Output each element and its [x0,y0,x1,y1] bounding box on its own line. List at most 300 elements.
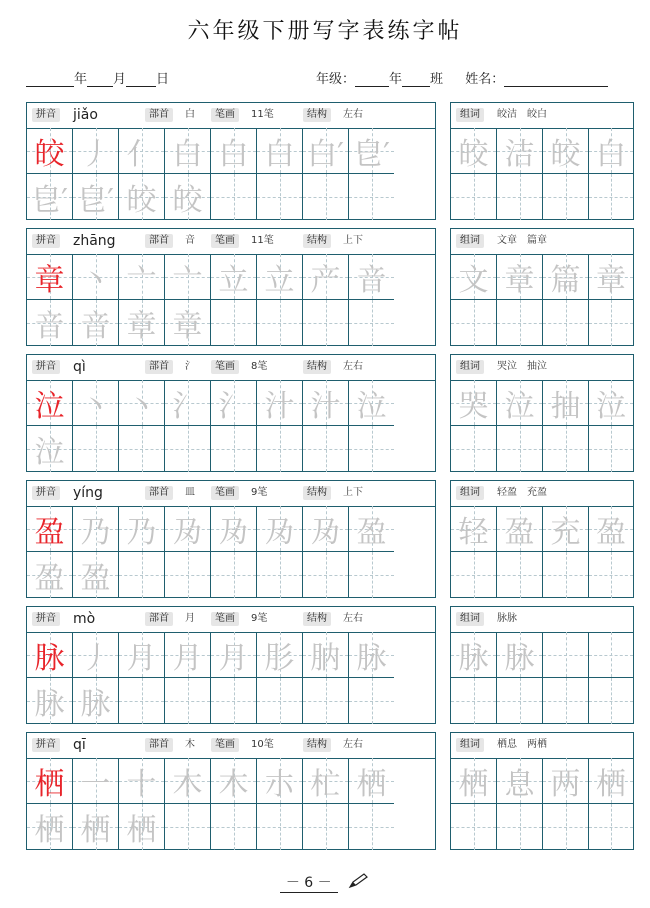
words-value: 轻盈 充盈 [497,487,547,498]
radical-value: 月 [185,613,195,624]
year-label: 年 [74,72,88,87]
strokes-value: 11笔 [251,109,274,120]
pinyin-tag: 拼音 [32,108,60,122]
pinyin-tag: 拼音 [32,360,60,374]
trace-stroke: 栖 [126,813,157,848]
practice-cell[interactable] [257,678,303,724]
pen-icon [348,873,370,893]
word-cell[interactable] [543,128,589,174]
trace-stroke: 木 [218,766,249,802]
practice-cell[interactable] [165,804,211,850]
structure-tag: 结构 [303,738,331,752]
practice-cell[interactable] [349,678,394,724]
word-trace-character: 充 [550,514,581,550]
word-cell[interactable] [497,300,543,346]
trace-stroke: 皀′ [353,136,390,172]
word-cell[interactable] [497,758,543,804]
word-cell[interactable] [589,380,633,426]
practice-cell[interactable] [73,632,119,678]
practice-cell[interactable] [27,300,73,346]
char-block-5 [26,732,436,850]
word-cell[interactable] [589,254,633,300]
year-blank[interactable] [26,72,74,87]
student-info-line [26,68,632,90]
words-block-1 [450,228,634,346]
practice-cell[interactable] [303,678,349,724]
trace-stroke: 杧 [310,766,341,802]
trace-stroke: 音 [34,309,65,344]
practice-cell[interactable] [349,128,394,174]
trace-stroke: 泣 [34,435,65,470]
practice-cell[interactable] [27,254,73,300]
practice-cell[interactable] [165,380,211,426]
practice-cell[interactable] [73,552,119,598]
word-cell[interactable] [543,426,589,472]
word-cell[interactable] [589,678,633,724]
trace-stroke: 乃 [80,514,111,550]
practice-cell[interactable] [119,758,165,804]
practice-cell[interactable] [119,632,165,678]
word-cell[interactable] [589,552,633,598]
trace-stroke: 立 [218,262,249,298]
date-fields [26,68,169,87]
pinyin-value: yíng [73,485,103,501]
trace-stroke: 朩 [264,766,295,802]
word-cell[interactable] [543,174,589,220]
radical-tag: 部首 [145,108,173,122]
word-cell[interactable] [451,380,497,426]
trace-stroke: 氵 [172,388,203,424]
word-cell[interactable] [497,426,543,472]
practice-cell[interactable] [211,380,257,426]
word-trace-character: 两 [550,766,581,802]
word-cell[interactable] [543,758,589,804]
word-cell[interactable] [451,426,497,472]
word-trace-character: 皎 [550,136,581,172]
strokes-tag: 笔画 [211,486,239,500]
words-tag: 组词 [456,612,484,626]
practice-cell[interactable] [211,552,257,598]
trace-stroke: 丶 [80,388,111,424]
word-cell[interactable] [451,758,497,804]
practice-cell[interactable] [349,506,394,552]
word-cell[interactable] [451,552,497,598]
trace-stroke: 皀′ [31,183,68,218]
month-blank[interactable] [87,72,113,87]
trace-stroke: 章 [126,309,157,344]
word-cell[interactable] [451,128,497,174]
trace-stroke: 肭 [310,640,341,676]
structure-value: 上下 [343,235,363,246]
practice-cell[interactable] [349,254,394,300]
structure-tag: 结构 [303,108,331,122]
word-cell[interactable] [497,632,543,678]
word-cell[interactable] [543,678,589,724]
practice-cell[interactable] [211,426,257,472]
practice-cell[interactable] [349,552,394,598]
practice-cell[interactable] [73,426,119,472]
practice-cell[interactable] [349,426,394,472]
practice-cell[interactable] [73,758,119,804]
pinyin-tag: 拼音 [32,486,60,500]
practice-cell[interactable] [165,174,211,220]
model-character: 章 [34,262,65,298]
structure-tag: 结构 [303,612,331,626]
word-trace-character: 抽 [550,388,581,424]
word-trace-character: 栖 [596,766,626,802]
words-value: 皎洁 皎白 [497,109,547,120]
practice-cell[interactable] [303,174,349,220]
word-trace-character: 篇 [550,262,581,298]
practice-cell[interactable] [211,300,257,346]
practice-cell[interactable] [211,128,257,174]
word-trace-character: 哭 [458,388,489,424]
practice-cell[interactable] [211,758,257,804]
trace-stroke: 白 [172,136,203,172]
trace-stroke: 音 [356,262,387,298]
word-cell[interactable] [543,506,589,552]
radical-tag: 部首 [145,486,173,500]
practice-cell[interactable] [119,804,165,850]
words-header [451,355,633,381]
practice-cell[interactable] [165,552,211,598]
word-cell[interactable] [543,552,589,598]
practice-cell[interactable] [27,678,73,724]
practice-cell[interactable] [27,758,73,804]
page-title: 六年级下册写字表练字帖 [187,19,463,44]
trace-stroke: 脉 [80,687,111,722]
word-cell[interactable] [589,300,633,346]
practice-cell[interactable] [27,552,73,598]
word-cell[interactable] [451,300,497,346]
char-header [27,607,435,633]
word-cell[interactable] [543,632,589,678]
words-value: 脉脉 [497,613,517,624]
trace-stroke: 肜 [264,640,295,676]
day-label: 日 [156,72,170,87]
strokes-tag: 笔画 [211,738,239,752]
word-cell[interactable] [497,678,543,724]
practice-cell[interactable] [257,506,303,552]
name-label: 姓名： [465,72,505,87]
practice-cell[interactable] [257,300,303,346]
structure-value: 左右 [343,613,363,624]
words-tag: 组词 [456,108,484,122]
trace-stroke: 汁 [264,388,295,424]
pinyin-value: mò [73,611,96,627]
practice-cell[interactable] [303,804,349,850]
char-block-4 [26,606,436,724]
trace-stroke: 盈 [80,561,111,596]
trace-stroke: 十 [126,766,157,802]
practice-cell[interactable] [257,758,303,804]
practice-cell[interactable] [27,426,73,472]
strokes-value: 10笔 [251,739,274,750]
words-header [451,607,633,633]
structure-value: 上下 [343,487,363,498]
word-cell[interactable] [451,506,497,552]
trace-stroke: 乃 [126,514,157,550]
practice-cell[interactable] [165,632,211,678]
strokes-value: 9笔 [251,613,268,624]
words-value: 文章 篇章 [497,235,547,246]
word-cell[interactable] [589,128,633,174]
practice-cell[interactable] [349,804,394,850]
model-character: 栖 [34,766,65,802]
practice-cell[interactable] [257,174,303,220]
grade-year-label: 年 [389,72,403,87]
pinyin-value: jiǎo [73,107,98,123]
practice-cell[interactable] [73,506,119,552]
practice-cell[interactable] [165,254,211,300]
trace-stroke: 皎 [126,183,157,218]
word-cell[interactable] [451,804,497,850]
words-tag: 组词 [456,234,484,248]
char-header [27,229,435,255]
word-cell[interactable] [451,174,497,220]
practice-cell[interactable] [165,678,211,724]
strokes-tag: 笔画 [211,360,239,374]
word-cell[interactable] [543,804,589,850]
practice-cell[interactable] [211,804,257,850]
name-blank[interactable] [504,72,608,87]
practice-cell[interactable] [349,300,394,346]
trace-stroke: 夃 [264,514,295,550]
page-footer [0,872,650,893]
radical-tag: 部首 [145,234,173,248]
trace-stroke: 立 [264,262,295,298]
trace-stroke: 脉 [34,687,65,722]
model-character: 泣 [34,388,65,424]
char-block-1 [26,228,436,346]
page-number: － 6 － [280,872,338,893]
word-cell[interactable] [497,174,543,220]
word-trace-character: 盈 [596,514,626,550]
practice-cell[interactable] [257,552,303,598]
practice-cell[interactable] [119,380,165,426]
word-cell[interactable] [497,552,543,598]
structure-value: 左右 [343,109,363,120]
practice-cell[interactable] [257,804,303,850]
practice-cell[interactable] [257,380,303,426]
trace-stroke: 栖 [356,766,387,802]
pinyin-tag: 拼音 [32,234,60,248]
word-trace-character: 文 [458,262,489,298]
class-label: 班 [430,72,444,87]
practice-cell[interactable] [211,174,257,220]
practice-cell[interactable] [211,678,257,724]
practice-cell[interactable] [257,254,303,300]
word-cell[interactable] [497,128,543,174]
word-cell[interactable] [543,300,589,346]
practice-cell[interactable] [119,678,165,724]
trace-stroke: 皎 [172,183,203,218]
word-trace-character: 泣 [504,388,535,424]
pinyin-value: zhāng [73,233,116,249]
practice-cell[interactable] [165,506,211,552]
trace-stroke: 汁 [310,388,341,424]
pinyin-tag: 拼音 [32,612,60,626]
practice-cell[interactable] [165,426,211,472]
practice-cell[interactable] [73,300,119,346]
practice-cell[interactable] [303,758,349,804]
grade-blank[interactable] [355,72,389,87]
trace-stroke: 白 [218,136,249,172]
trace-stroke: 脉 [356,640,387,676]
practice-cell[interactable] [257,426,303,472]
strokes-value: 11笔 [251,235,274,246]
practice-cell[interactable] [119,174,165,220]
words-block-0 [450,102,634,220]
day-blank[interactable] [126,72,156,87]
practice-cell[interactable] [27,804,73,850]
word-cell[interactable] [589,758,633,804]
practice-cell[interactable] [349,174,394,220]
practice-cell[interactable] [257,632,303,678]
words-tag: 组词 [456,360,484,374]
char-header [27,481,435,507]
word-cell[interactable] [589,506,633,552]
practice-cell[interactable] [165,758,211,804]
words-block-4 [450,606,634,724]
radical-tag: 部首 [145,738,173,752]
structure-tag: 结构 [303,486,331,500]
practice-cell[interactable] [73,804,119,850]
word-cell[interactable] [543,380,589,426]
trace-stroke: 盈 [34,561,65,596]
trace-stroke: 一 [80,766,111,802]
practice-cell[interactable] [211,254,257,300]
practice-cell[interactable] [119,254,165,300]
grade-fields [316,68,608,87]
word-trace-character: 脉 [458,640,489,676]
practice-cell[interactable] [73,254,119,300]
practice-cell[interactable] [27,506,73,552]
word-cell[interactable] [589,426,633,472]
pinyin-tag: 拼音 [32,738,60,752]
practice-cell[interactable] [119,506,165,552]
words-block-2 [450,354,634,472]
practice-cell[interactable] [165,128,211,174]
radical-tag: 部首 [145,612,173,626]
practice-cell[interactable] [303,552,349,598]
word-trace-character: 盈 [504,514,535,550]
practice-cell[interactable] [303,506,349,552]
words-header [451,103,633,129]
practice-cell[interactable] [119,300,165,346]
words-header [451,733,633,759]
trace-stroke: 月 [172,640,203,676]
structure-value: 左右 [343,361,363,372]
word-cell[interactable] [589,804,633,850]
practice-cell[interactable] [27,128,73,174]
char-block-3 [26,480,436,598]
structure-tag: 结构 [303,234,331,248]
trace-stroke: 音 [80,309,111,344]
trace-stroke: 章 [172,309,203,344]
words-value: 栖息 两栖 [497,739,547,750]
trace-stroke: 栖 [34,813,65,848]
words-tag: 组词 [456,486,484,500]
practice-cell[interactable] [303,254,349,300]
word-cell[interactable] [451,632,497,678]
practice-cell[interactable] [165,300,211,346]
practice-cell[interactable] [303,380,349,426]
trace-stroke: 丶 [80,262,111,298]
strokes-tag: 笔画 [211,612,239,626]
practice-cell[interactable] [119,552,165,598]
trace-stroke: 亠 [172,262,203,298]
char-header [27,355,435,381]
trace-stroke: 盈 [356,514,387,550]
trace-stroke: 月 [126,640,157,676]
trace-stroke: 丶 [126,388,157,424]
practice-cell[interactable] [303,426,349,472]
word-cell[interactable] [497,380,543,426]
strokes-value: 9笔 [251,487,268,498]
class-blank[interactable] [402,72,430,87]
grade-label: 年级： [316,72,356,87]
trace-stroke: 月 [218,640,249,676]
practice-cell[interactable] [303,300,349,346]
word-trace-character: 章 [596,262,626,298]
trace-stroke: 产 [310,262,341,298]
practice-cell[interactable] [303,128,349,174]
practice-cell[interactable] [27,632,73,678]
words-value: 哭泣 抽泣 [497,361,547,372]
word-cell[interactable] [497,254,543,300]
practice-cell[interactable] [211,506,257,552]
word-cell[interactable] [451,678,497,724]
word-trace-character: 栖 [458,766,489,802]
practice-cell[interactable] [27,380,73,426]
char-header [27,733,435,759]
trace-stroke: 白′ [307,136,344,172]
word-trace-character: 白 [596,136,626,172]
practice-cell[interactable] [73,128,119,174]
trace-stroke: 泣 [356,388,387,424]
practice-cell[interactable] [73,174,119,220]
practice-cell[interactable] [303,632,349,678]
practice-cell[interactable] [119,426,165,472]
strokes-value: 8笔 [251,361,268,372]
word-trace-character: 脉 [504,640,535,676]
word-cell[interactable] [497,804,543,850]
strokes-tag: 笔画 [211,108,239,122]
radical-value: 氵 [185,361,195,372]
model-character: 盈 [34,514,65,550]
radical-value: 木 [185,739,195,750]
trace-stroke: 夃 [310,514,341,550]
char-header [27,103,435,129]
practice-cell[interactable] [119,128,165,174]
word-cell[interactable] [451,254,497,300]
word-cell[interactable] [497,506,543,552]
practice-cell[interactable] [257,128,303,174]
word-cell[interactable] [589,632,633,678]
practice-cell[interactable] [349,758,394,804]
practice-cell[interactable] [73,678,119,724]
word-cell[interactable] [589,174,633,220]
trace-stroke: 栖 [80,813,111,848]
practice-cell[interactable] [27,174,73,220]
practice-cell[interactable] [349,380,394,426]
trace-stroke: 白 [264,136,295,172]
word-cell[interactable] [543,254,589,300]
practice-cell[interactable] [211,632,257,678]
practice-cell[interactable] [73,380,119,426]
practice-cell[interactable] [349,632,394,678]
